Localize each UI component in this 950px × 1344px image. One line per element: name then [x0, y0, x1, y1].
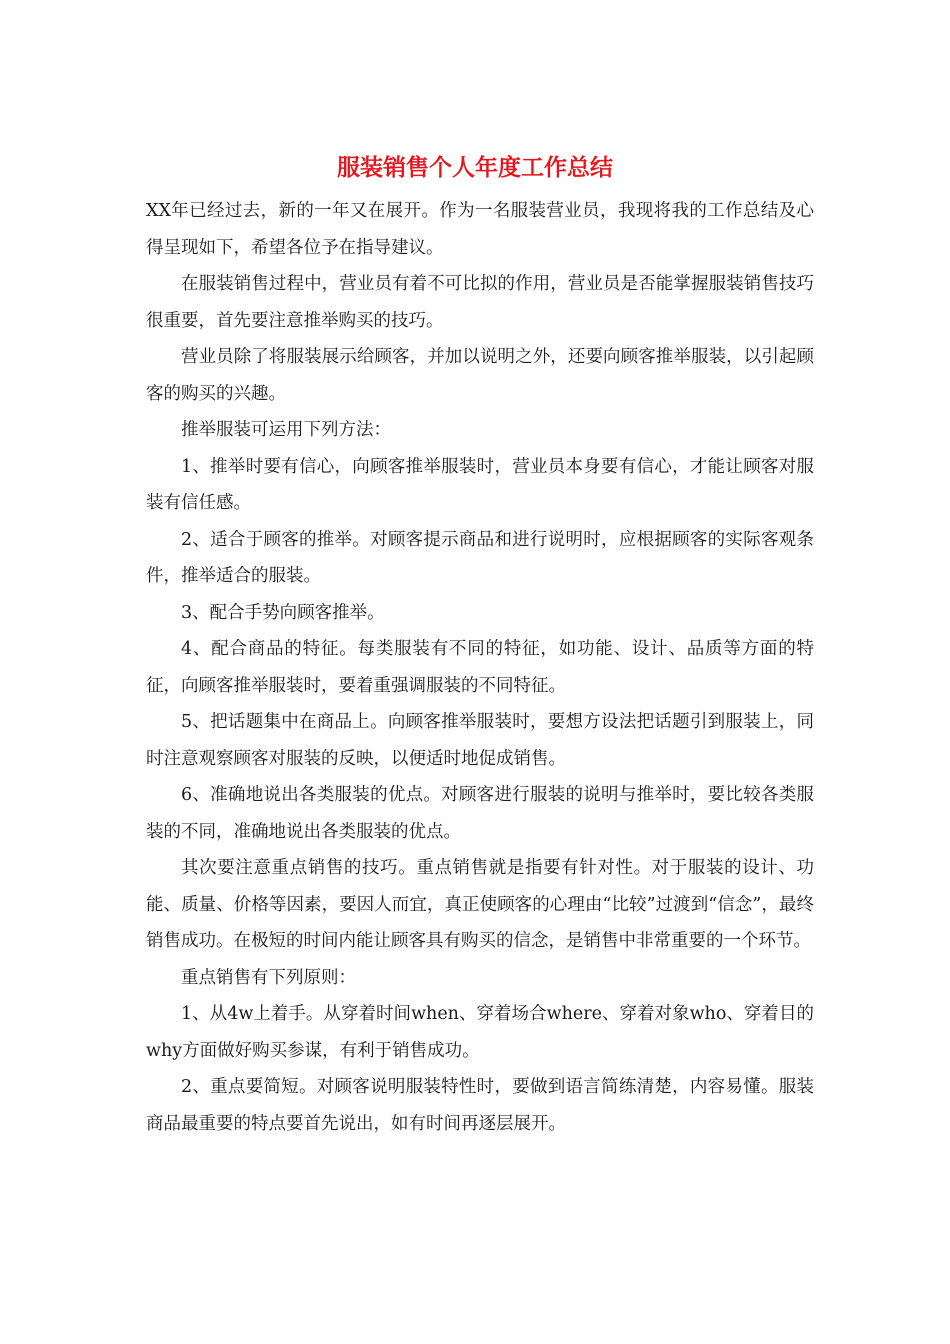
document-title: 服装销售个人年度工作总结: [337, 154, 613, 181]
paragraph-principles-heading: 重点销售有下列原则：: [181, 967, 356, 988]
paragraph-key-selling: 其次要注意重点销售的技巧。重点销售就是指要有针对性。对于服装的设计、功能、质量、价格等因素，要因人而宜，真正使顾客的心理由“比较”过渡到“信念”，最终销售成功。在极短的时间内能让顾客具有购买的信念，是销售中非常重要的一个环节。: [146, 858, 814, 951]
paragraph-method-4: 4、配合商品的特征。每类服装有不同的特征，如功能、设计、品质等方面的特征，向顾客推举服装时，要着重强调服装的不同特征。: [146, 639, 814, 696]
document-body: [146, 193, 814, 1142]
paragraph-method-5: 5、把话题集中在商品上。向顾客推举服装时，要想方设法把话题引到服装上，同时注意观察顾客对服装的反映，以便适时地促成销售。: [146, 712, 814, 769]
paragraph-method-6: 6、准确地说出各类服装的优点。对顾客进行服装的说明与推举时，要比较各类服装的不同，准确地说出各类服装的优点。: [146, 785, 814, 842]
paragraph-intro: XX年已经过去，新的一年又在展开。作为一名服装营业员，我现将我的工作总结及心得呈现如下，希望各位予在指导建议。: [146, 201, 814, 258]
paragraph-role-of-salesperson: 在服装销售过程中，营业员有着不可比拟的作用，营业员是否能掌握服装销售技巧很重要，首先要注意推举购买的技巧。: [146, 274, 814, 331]
paragraph-recommend-clothing: 营业员除了将服装展示给顾客，并加以说明之外，还要向顾客推举服装，以引起顾客的购买的兴趣。: [146, 347, 814, 404]
paragraph-method-2: 2、适合于顾客的推举。对顾客提示商品和进行说明时，应根据顾客的实际客观条件，推举适合的服装。: [146, 529, 814, 586]
paragraph-principle-1: 1、从4w上着手。从穿着时间when、穿着场合where、穿着对象who、穿着目的why方面做好购买参谋，有利于销售成功。: [146, 1004, 814, 1061]
paragraph-method-3: 3、配合手势向顾客推举。: [181, 602, 385, 623]
paragraph-principle-2: 2、重点要简短。对顾客说明服装特性时，要做到语言简练清楚，内容易懂。服装商品最重要的特点要首先说出，如有时间再逐层展开。: [146, 1077, 814, 1134]
paragraph-methods-heading: 推举服装可运用下列方法：: [181, 420, 391, 440]
paragraph-method-1: 1、推举时要有信心，向顾客推举服装时，营业员本身要有信心，才能让顾客对服装有信任感。: [146, 456, 814, 513]
